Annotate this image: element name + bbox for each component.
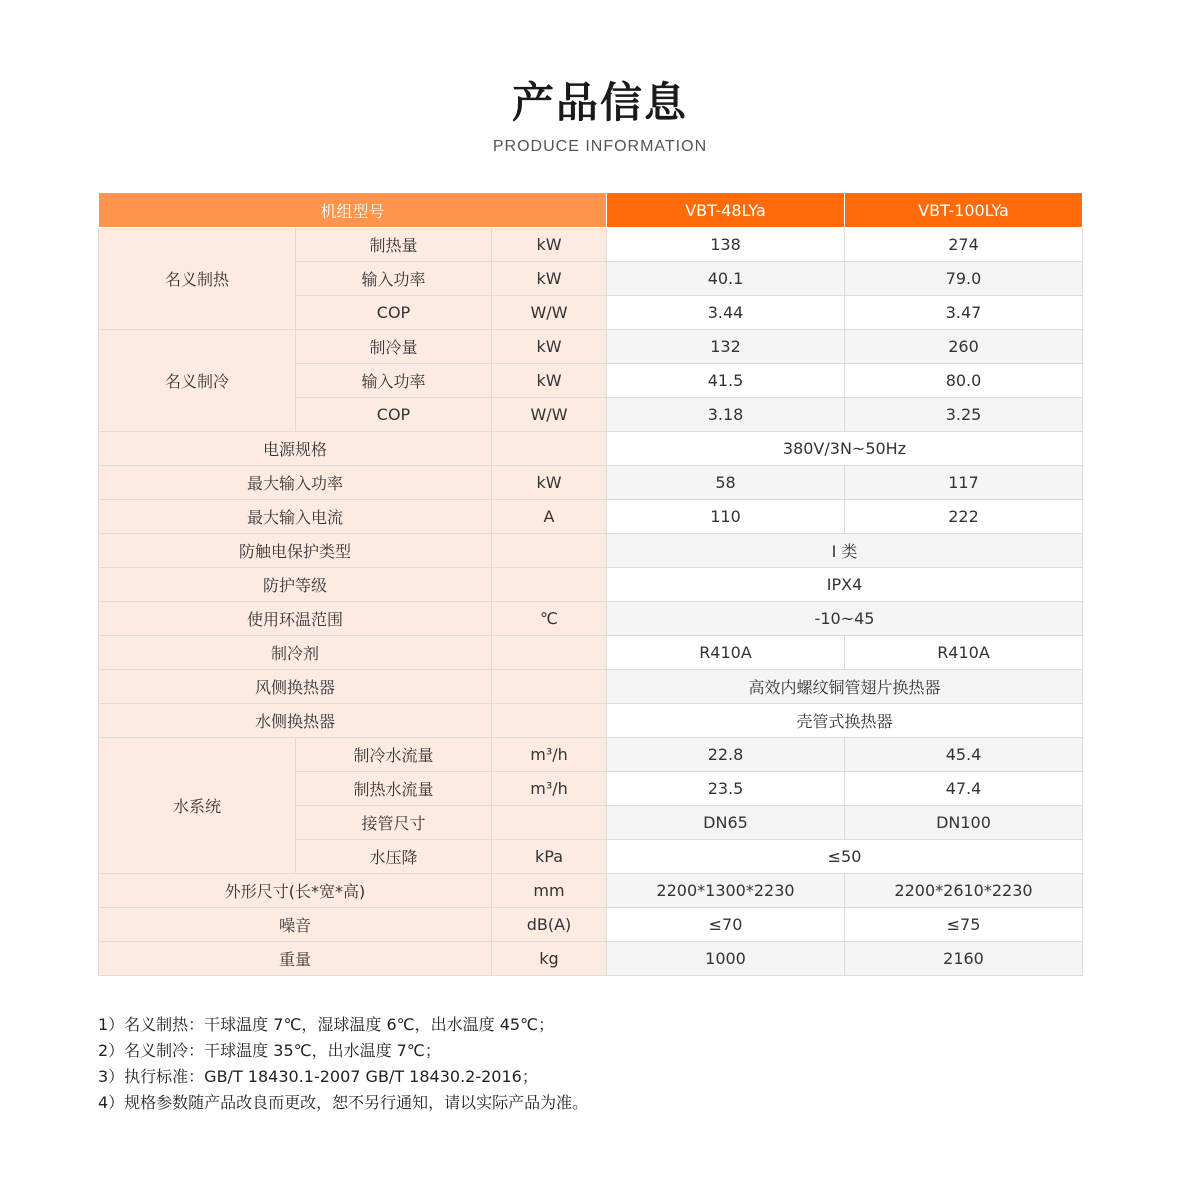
row-unit: kPa: [492, 840, 607, 874]
row-unit: [492, 806, 607, 840]
row-value-merged: 高效内螺纹铜管翅片换热器: [607, 670, 1083, 704]
row-unit: ℃: [492, 602, 607, 636]
row-value-2: ≤75: [845, 908, 1083, 942]
page-title: 产品信息: [511, 78, 688, 127]
row-unit: [492, 534, 607, 568]
row-value-1: DN65: [607, 806, 845, 840]
row-unit: mm: [492, 874, 607, 908]
row-value-1: 2200*1300*2230: [607, 874, 845, 908]
row-unit: kW: [492, 262, 607, 296]
row-name: 输入功率: [296, 364, 492, 398]
row-name: COP: [296, 296, 492, 330]
row-name: 使用环温范围: [99, 602, 492, 636]
row-value-1: 22.8: [607, 738, 845, 772]
row-unit: m³/h: [492, 738, 607, 772]
row-unit: kg: [492, 942, 607, 976]
group-cooling: 名义制冷: [99, 330, 296, 432]
table-row: [99, 942, 1083, 976]
row-name: 制热量: [296, 228, 492, 262]
row-value-1: 3.44: [607, 296, 845, 330]
page-subtitle: PRODUCE INFORMATION: [492, 138, 708, 155]
row-unit: [492, 568, 607, 602]
row-value-2: 117: [845, 466, 1083, 500]
header-model-label: 机组型号: [99, 193, 607, 228]
footnote-item: 1）名义制热：干球温度 7℃，湿球温度 6℃，出水温度 45℃；: [98, 1015, 555, 1034]
row-value-1: 58: [607, 466, 845, 500]
footnotes: [98, 1012, 588, 1116]
row-unit: kW: [492, 330, 607, 364]
table-header-row: [99, 193, 1083, 228]
row-value-merged: 壳管式换热器: [607, 704, 1083, 738]
row-name: COP: [296, 398, 492, 432]
row-value-merged: ≤50: [607, 840, 1083, 874]
row-name: 接管尺寸: [296, 806, 492, 840]
row-name: 最大输入电流: [99, 500, 492, 534]
footnote-item: 2）名义制冷：干球温度 35℃，出水温度 7℃；: [98, 1041, 441, 1060]
row-value-2: 80.0: [845, 364, 1083, 398]
header-model-2: VBT-100LYa: [845, 193, 1083, 228]
table-row: [99, 602, 1083, 636]
row-name: 噪音: [99, 908, 492, 942]
row-name: 输入功率: [296, 262, 492, 296]
row-value-1: R410A: [607, 636, 845, 670]
row-value-2: 222: [845, 500, 1083, 534]
row-name: 水侧换热器: [99, 704, 492, 738]
row-unit: [492, 432, 607, 466]
row-value-1: 40.1: [607, 262, 845, 296]
row-name: 水压降: [296, 840, 492, 874]
table-row: [99, 704, 1083, 738]
table-row: [99, 908, 1083, 942]
row-value-2: 2160: [845, 942, 1083, 976]
group-water-system: 水系统: [99, 738, 296, 874]
row-unit: m³/h: [492, 772, 607, 806]
row-name: 重量: [99, 942, 492, 976]
row-value-2: 2200*2610*2230: [845, 874, 1083, 908]
row-name: 电源规格: [99, 432, 492, 466]
row-unit: [492, 636, 607, 670]
table-row: [99, 738, 1083, 772]
spec-table: [98, 192, 1083, 976]
table-row: [99, 874, 1083, 908]
row-value-1: 23.5: [607, 772, 845, 806]
row-name: 制冷剂: [99, 636, 492, 670]
row-value-2: 3.25: [845, 398, 1083, 432]
row-value-1: 132: [607, 330, 845, 364]
table-row: [99, 432, 1083, 466]
row-name: 风侧换热器: [99, 670, 492, 704]
row-value-2: 260: [845, 330, 1083, 364]
row-name: 防触电保护类型: [99, 534, 492, 568]
row-name: 外形尺寸(长*宽*高): [99, 874, 492, 908]
table-row: [99, 636, 1083, 670]
row-value-2: 274: [845, 228, 1083, 262]
row-value-1: 1000: [607, 942, 845, 976]
row-name: 最大输入功率: [99, 466, 492, 500]
row-value-2: DN100: [845, 806, 1083, 840]
row-value-merged: IPX4: [607, 568, 1083, 602]
row-unit: [492, 704, 607, 738]
row-value-2: 79.0: [845, 262, 1083, 296]
row-unit: W/W: [492, 398, 607, 432]
row-unit: [492, 670, 607, 704]
group-heating: 名义制热: [99, 228, 296, 330]
row-value-1: 3.18: [607, 398, 845, 432]
row-value-merged: 380V/3N~50Hz: [607, 432, 1083, 466]
row-value-2: 45.4: [845, 738, 1083, 772]
table-row: [99, 466, 1083, 500]
row-value-2: R410A: [845, 636, 1083, 670]
row-value-merged: -10~45: [607, 602, 1083, 636]
row-value-2: 3.47: [845, 296, 1083, 330]
table-row: [99, 568, 1083, 602]
table-row: [99, 330, 1083, 364]
row-unit: W/W: [492, 296, 607, 330]
row-name: 防护等级: [99, 568, 492, 602]
row-value-1: 110: [607, 500, 845, 534]
footnote-item: 3）执行标准：GB/T 18430.1-2007 GB/T 18430.2-2016；: [98, 1067, 538, 1086]
table-row: [99, 228, 1083, 262]
row-name: 制冷量: [296, 330, 492, 364]
row-value-1: ≤70: [607, 908, 845, 942]
row-name: 制冷水流量: [296, 738, 492, 772]
row-name: 制热水流量: [296, 772, 492, 806]
header-model-1: VBT-48LYa: [607, 193, 845, 228]
row-unit: A: [492, 500, 607, 534]
footnote-item: 4）规格参数随产品改良而更改，恕不另行通知，请以实际产品为准。: [98, 1093, 589, 1112]
row-value-2: 47.4: [845, 772, 1083, 806]
row-unit: dB(A): [492, 908, 607, 942]
row-value-merged: I 类: [607, 534, 1083, 568]
row-value-1: 138: [607, 228, 845, 262]
row-value-1: 41.5: [607, 364, 845, 398]
row-unit: kW: [492, 228, 607, 262]
table-row: [99, 534, 1083, 568]
table-row: [99, 500, 1083, 534]
row-unit: kW: [492, 466, 607, 500]
table-row: [99, 670, 1083, 704]
row-unit: kW: [492, 364, 607, 398]
